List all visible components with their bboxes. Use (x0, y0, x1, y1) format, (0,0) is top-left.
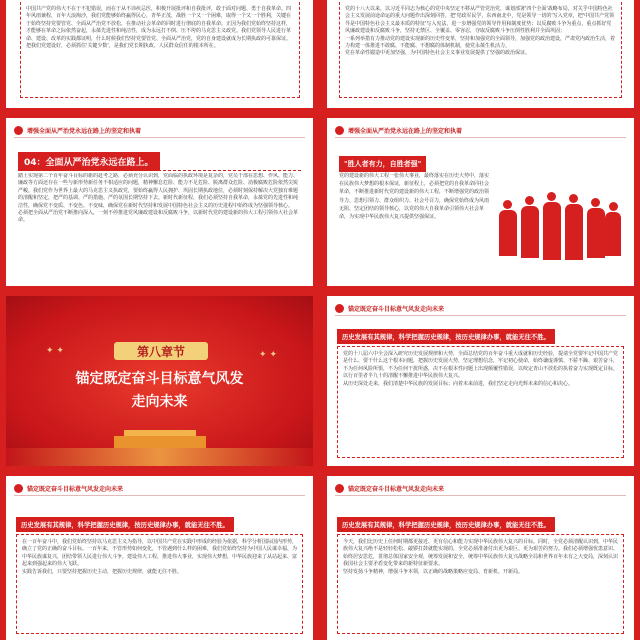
slide-3-header (14, 124, 141, 136)
slide-8 (327, 476, 634, 640)
slide-3-title-bar: 04：全面从严治党永远在路上。 (18, 152, 160, 171)
slide-6 (327, 296, 634, 466)
slide-4 (327, 118, 634, 286)
slide-7-header-text: 锚定既定奋斗目标意气风发走向未来 (27, 485, 124, 493)
slide-8-title-bar: 历史发展有其规律，科学把握历史规律，按历史规律办事，就能无往不胜。 (337, 517, 555, 532)
slide-8-header-divider (335, 495, 626, 496)
slide-4-header (335, 124, 462, 136)
party-emblem-icon (335, 304, 344, 313)
tiananmen-graphic (114, 430, 206, 448)
slide-8-paragraph: 今天，我们比历史上任何时期都更接近、更有信心和能力实现中华民族伟大复兴的目标。同时，全党必须清醒认识到，中华民族伟大复兴绝不是轻轻松松、敲锣打鼓就能实现的，全党必须准备付出更为艰巨、更为艰苦的努力。我们必须增强忧患意识、始终居安思危，贯彻总体国家安全观，统筹发展和安全，统筹中华民族伟大复兴战略全局和世界百年未有之大变局，深刻认识我国社会主要矛盾变化带来的新特征新要求。 (343, 539, 619, 568)
slide-2-emphasis: 党在革命性锻造中更加坚强，为中国特色社会主义事业发展提供了坚强的政治保证。 (345, 50, 531, 57)
slide-6-header (335, 302, 444, 314)
slide-3-dashed-divider (18, 170, 301, 171)
slide-3-paragraph: 踏上实现第二个百年奋斗目标的新的赶考之路，必须充分认识到，党面临的执政环境是复杂的，党员干部在思想、作风、能力、廉政等方面还存在一些与新形势新任务不相适应的问题，精神懈怠危险、能力不足危险、脱离群众危险、消极腐败危险依然尖锐严峻。我们党作为世界上最大的马克思主义执政党，要始终赢得人民拥护、巩固长期执政地位，必须时刻保持解决大党独有难题的清醒和坚定，把严的基调、严的措施、严的氛围长期坚持下去。新时代新征程，我们必须坚持自我革命，永葆党的先进性和纯洁性，确保党不变质、不变色、不变味，确保党在新时代坚持和发展中国特色社会主义的历史进程中始终成为坚强领导核心。 (18, 173, 299, 209)
party-emblem-icon (335, 126, 344, 135)
chapter-badge (114, 342, 208, 360)
slide-2-paragraph-a: 党的十八大以来，以习近平同志为核心的党中央坚定不移从严管党治党，谋划部署'四个全面'战略布局，对关乎中国特色社会主义发展前途命运的重大问题作出深刻回答，把'党政军民学，东西南北中，党是领导一切的'写入党章，把'中国共产党领导是中国特色社会主义最本质的特征'写入宪法，进一步增强党的领导作用和制度优势；以反腐败斗争为重点，重点抓好党风廉政建设和反腐败斗争，坚持无禁区、全覆盖、零容忍，夺取反腐败斗争压倒性胜利并全面巩固； (345, 6, 615, 35)
slide-8-header (335, 482, 444, 494)
slide-6-title-bar: 历史发展有其规律，科学把握历史规律，按历史规律办事，就能无往不胜。 (337, 329, 555, 344)
party-emblem-icon (14, 126, 23, 135)
slide-8-header-text: 锚定既定奋斗目标意气风发走向未来 (348, 485, 445, 493)
slide-6-header-divider (335, 315, 626, 316)
chapter-title-line-2: 走向未来 (131, 394, 188, 410)
slide-5-chapter (6, 296, 313, 466)
slide-7-emphasis: 实践告诉我们，只要坚持把握历史主动，把握历史规律，就能无往不胜。 (22, 568, 183, 575)
slide-3-emphasis: 必须把全面从严治党不断推向深入，一刻不停推进党风廉政建设和反腐败斗争，以新时代党的建设新的伟大工程引领伟大社会革命。 (18, 210, 299, 224)
slide-3 (6, 118, 313, 286)
gold-wave-decoration (6, 448, 313, 466)
party-emblem-icon (14, 484, 23, 493)
dove-icon: ✦ ✦ (259, 350, 277, 360)
slide-2 (327, 0, 634, 108)
slide-6-header-text: 锚定既定奋斗目标意气风发走向未来 (348, 305, 445, 313)
slide-6-paragraph: 党的十八届六中全会深入研究历史发展规律和大势，全面总结党的百年奋斗重大成就和历史经验，提请全党要牢记中国共产党是什么、要干什么这个根本问题，把握历史发展大势，坚定理想信念，牢记初心使命，始终谦虚谨慎、不骄不躁、艰苦奋斗，不为任何风险所惧，不为任何干扰所惑，决不在根本性问题上出现颠覆性错误，以咬定青山不放松的执着奋力实现既定目标，以行百里者半九十的清醒不懈推进中华民族伟大复兴。 (343, 351, 619, 380)
party-emblem-icon (335, 484, 344, 493)
slide-4-header-divider (335, 137, 626, 138)
slide-2-text-box (339, 2, 622, 98)
slide-7 (6, 476, 313, 640)
slide-1 (6, 0, 313, 108)
slide-7-title-bar: 历史发展有其规律，科学把握历史规律，按历史规律办事，就能无往不胜。 (16, 517, 234, 532)
slide-4-paragraph: 党的建设新的伟大工程一张伟大事业，最终落实在历史大势中，落实在民族伟大梦想的根本保证，新征程上，必须把党的自我革命同社会革命，不断推进新时代党的建设新的伟大工程，不断增强党的政治领导力、思想引领力、群众组织力、社会号召力，确保党始终成为风雨无阻、坚定团结的领导核心，以党的伟大自我革命引领伟大社会革命，为实现中华民族伟大复兴提供坚强保证。 (339, 173, 489, 221)
chapter-title-line-1: 锚定既定奋斗目标意气风发 (75, 371, 244, 387)
slide-8-emphasis: 坚持发扬斗争精神，增强斗争本领，以正确的战略策略应变局、育新机、开新局。 (343, 568, 524, 575)
slide-6-emphasis: 从历史深处走来，我们清楚中华民族的发展目标；向着未来前进，我们坚定走向光辉未来的信心和决心。 (343, 380, 574, 387)
slide-1-text-box (20, 2, 300, 98)
slide-3-header-text: 增强全面从严治党永远在路上的坚定和执着 (27, 127, 142, 135)
dove-icon: ✦ ✦ (46, 346, 64, 356)
people-silhouette-graphic (495, 178, 625, 278)
slide-7-paragraph: 在一百年奋斗中，我们党始终坚持以马克思主义为指导，以中国共产党在实践中形成的经验为依据，科学分析国际国内形势，确立了党的正确的奋斗目标。一百年来，不管形势如何变化，不管遇到什么样的困难，我们党始终坚持为中国人民谋幸福、为中华民族谋复兴，团结带领人民进行伟大斗争，建设伟大工程，推进伟大事业，实现伟大梦想，中华民族迎来了从站起来、富起来到强起来的伟大飞跃。 (22, 539, 298, 568)
slide-7-text-box (16, 534, 303, 634)
slide-1-paragraph: 中国共产党的伟大不在于不犯错误，而在于从不讳疾忌医，积极开展批评和自我批评，敢于面对问题、勇于自我革命。四年风雨兼程，百年大浪淘沙，我们党能够始终赢得民心，青华正茂，战胜一个又一个困难，取得一个又一个胜利，关键在于始终坚持党要管党、全面从严治党不放松，在推动社会革命的同时进行彻底的自我革命。正因为我们党始终坚持这样，才能够在革命之际依然奋起，永葆先进性和纯洁性，成为永远打不倒、压不垮的马克思主义政党。我们党领导人民进行革命、建设、改革的实践都证明，什么时候我们坚持党要管党、全面从严治党，党的自身建设就成为长期执政的可靠保证。把我们党建设好，必须抓住'关键少数'，是我们党长期执政、人民群众信任的根本所在。 (26, 6, 292, 50)
slide-7-header (14, 482, 123, 494)
slide-4-quote-badge: "胜人者有力，自胜者强" (339, 156, 426, 172)
slide-3-header-divider (14, 137, 305, 138)
slide-8-text-box (337, 534, 624, 634)
chapter-title (6, 368, 313, 411)
slide-2-paragraph-b: 一系列举措有力推动党的建设实现新的历史性变革，坚持和加强党的全面领导，加强党的政治建设，严肃党内政治生活，着力构建一体推进不敢腐、不能腐、不想腐的体制机制，使党永葆生机活力。 (345, 35, 616, 50)
slide-4-header-text: 增强全面从严治党永远在路上的坚定和执着 (348, 127, 463, 135)
slide-6-text-box (337, 346, 624, 458)
chapter-label: 第八章节 (136, 344, 185, 359)
slide-7-header-divider (14, 495, 305, 496)
